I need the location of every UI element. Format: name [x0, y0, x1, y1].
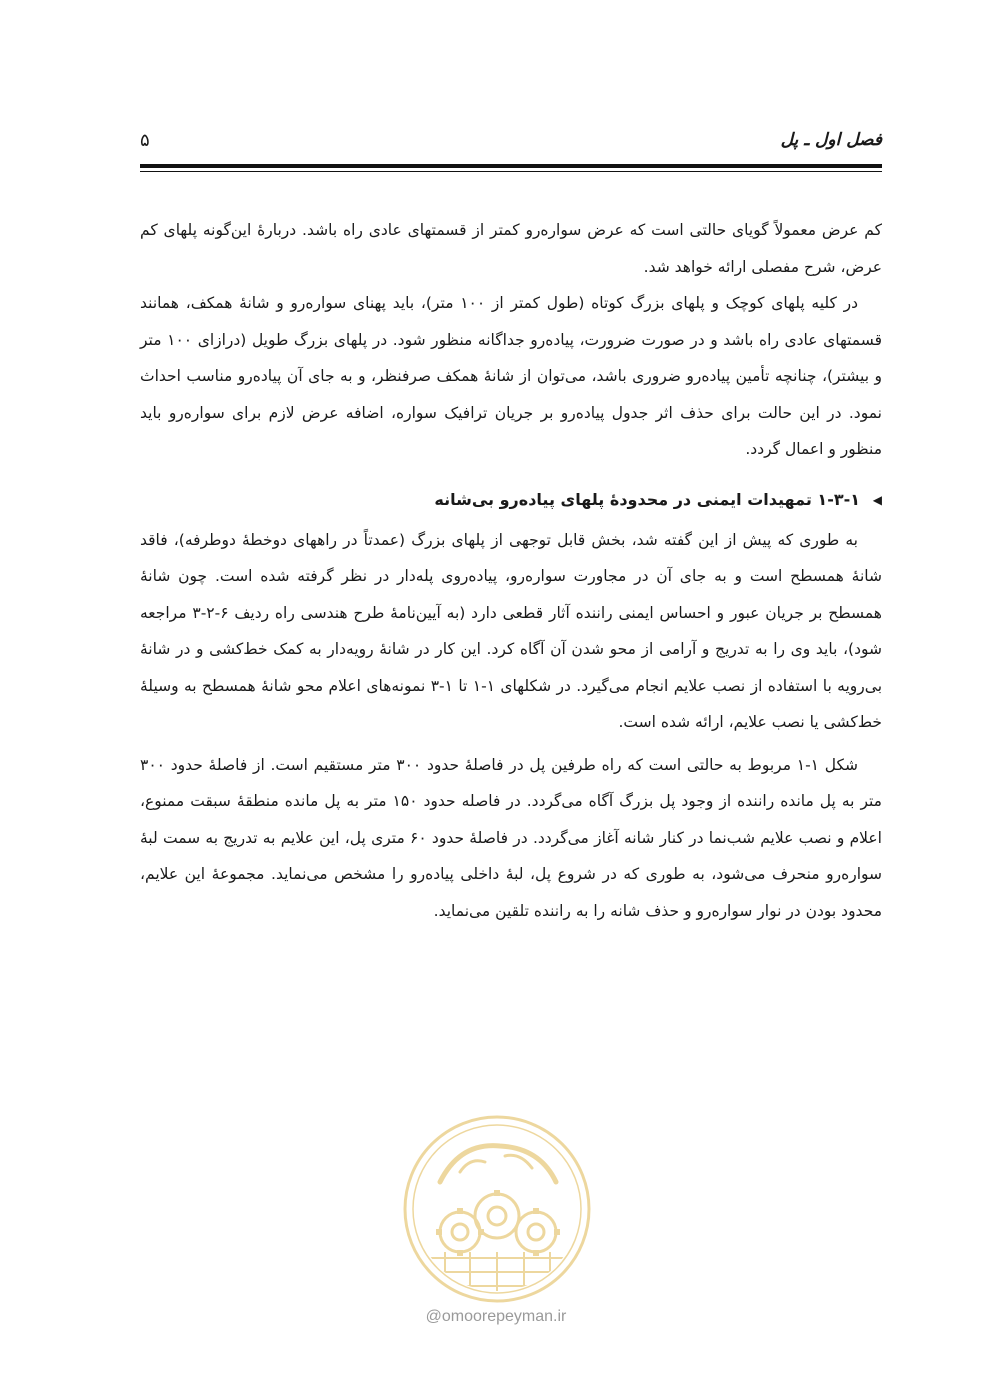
- section-heading-text: ۱-۳-۱ تمهیدات ایمنی در محدودهٔ پلهای پیاده‌رو بی‌شانه: [434, 489, 860, 509]
- page-number: ۵: [140, 130, 150, 151]
- chapter-title: فصل اول ـ پل: [780, 130, 882, 150]
- paragraph: شکل ۱-۱ مربوط به حالتی است که راه طرفین پل در فاصلهٔ حدود ۳۰۰ متر مستقیم است. از فاصلهٔ حدود ۳۰۰ متر به پل مانده راننده از وجود پل بزرگ آگاه می‌گردد. در فاصله حدود ۱۵۰ متر به پل مانده منطقهٔ سبقت ممنوع، اعلام و نصب علایم شب‌نما در کنار شانه آغاز می‌گردد. در فاصلهٔ حدود ۶۰ متری پل، این علایم به تدریج به سمت لبهٔ سواره‌رو منحرف می‌شود، به طوری که در شروع پل، لبهٔ داخلی پیاده‌رو را مشخص می‌نماید. مجموعهٔ این علایم، محدود بودن در نوار سواره‌رو و حذف شانه را به راننده تلقین می‌نماید.: [140, 755, 882, 920]
- header-rule-thick: [140, 164, 882, 168]
- header-rule-thin: [140, 171, 882, 172]
- paragraph: کم عرض معمولاً گویای حالتی است که عرض سواره‌رو کمتر از قسمتهای عادی راه باشد. دربارهٔ این‌گونه پلهای کم عرض، شرح مفصلی ارائه خواهد شد.: [140, 221, 882, 276]
- page-header: [140, 126, 882, 166]
- paragraph: در کلیه پلهای کوچک و پلهای بزرگ کوتاه (طول کمتر از ۱۰۰ متر)، باید پهنای سواره‌رو و شانهٔ همکف، همانند قسمتهای عادی راه باشد و در صورت ضرورت، پیاده‌رو جداگانه منظور شود. در پلهای بزرگ طویل (درازای ۱۰۰ متر و بیشتر)، چنانچه تأمین پیاده‌رو ضروری باشد، می‌توان از شانهٔ همکف صرفنظر، و به جای آن پیاده‌رو مناسب احداث نمود. در این حالت برای حذف اثر جدول پیاده‌رو بر جریان ترافیک سواره، اضافه عرض لازم برای سواره‌رو باید منظور و اعمال گردد.: [140, 294, 882, 458]
- body-text: [140, 212, 882, 929]
- paragraph: به طوری که پیش از این گفته شد، بخش قابل توجهی از پلهای بزرگ (عمدتاً در راههای دوخطهٔ دوطرفه)، فاقد شانهٔ همسطح است و به جای آن در مجاورت سواره‌رو، پیاده‌روی پله‌دار در نظر گرفته شده است. چون شانهٔ همسطح بر جریان عبور و احساس ایمنی راننده آثار قطعی دارد (به آیین‌نامهٔ طرح هندسی راه ردیف ۶-۲-۳ مراجعه شود)، باید وی را به تدریج و آرامی از محو شدن آن آگاه کرد. این کار در شانهٔ رویه‌دار به کمک خط‌کشی و در شانهٔ بی‌رویه با استفاده از نصب علایم انجام می‌گیرد. در شکلهای ۱-۱ تا ۱-۳ نمونه‌های اعلام محو شانهٔ همسطح به وسیلهٔ خط‌کشی یا نصب علایم، ارائه شده است.: [140, 530, 883, 731]
- section-heading: [140, 482, 882, 518]
- watermark-seal-logo: [400, 1112, 594, 1306]
- heading-bullet-icon: ◀: [872, 492, 882, 507]
- watermark-url: @omoorepeyman.ir: [425, 1308, 567, 1325]
